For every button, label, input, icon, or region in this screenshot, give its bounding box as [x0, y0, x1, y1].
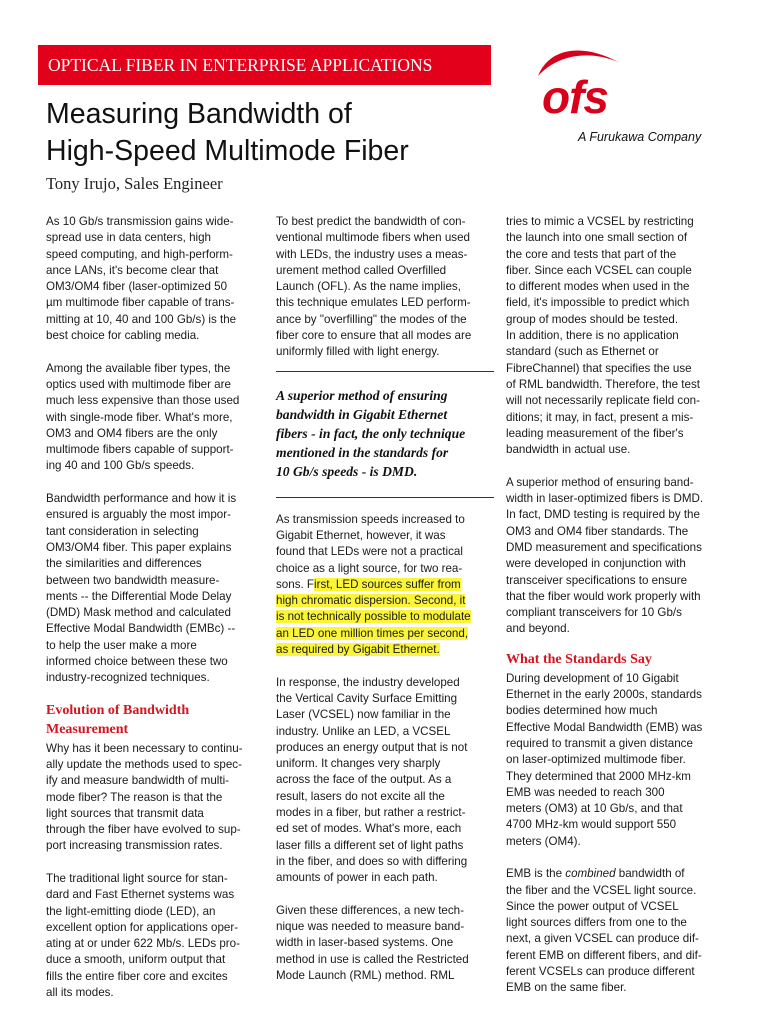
text-line: OM3 and OM4 fiber standards. The — [506, 524, 689, 538]
text-column-2 — [276, 214, 494, 1001]
ofs-logo — [530, 48, 730, 148]
text-line: with single-mode fiber. What's more, — [46, 410, 233, 424]
text-line: light sources differs from one to the — [506, 916, 687, 930]
text-line: next, a given VCSEL can produce dif- — [506, 932, 699, 946]
pullquote-top-rule — [276, 371, 494, 372]
text-line: Launch (OFL). As the name implies, — [276, 280, 461, 294]
text-line: multimode fibers capable of support- — [46, 443, 234, 457]
text-line: The traditional light source for stan- — [46, 871, 228, 885]
text-line: ance LANs, it's become clear that — [46, 263, 219, 277]
pull-quote-line: 10 Gb/s speeds - is DMD. — [276, 463, 418, 479]
text-line: speed computing, and high-perform- — [46, 247, 233, 261]
text-line: Effective Modal Bandwidth (EMBc) -- — [46, 622, 236, 636]
title-line: High-Speed Multimode Fiber — [46, 135, 409, 167]
text-run: bandwidth of — [615, 867, 685, 881]
text-line: tant consideration in selecting — [46, 524, 199, 538]
text-line: across the face of the output. As a — [276, 773, 452, 787]
text-line: and beyond. — [506, 622, 570, 636]
heading-line: Evolution of Bandwidth — [46, 702, 190, 718]
text-line: the fiber and the VCSEL light source. — [506, 883, 697, 897]
text-line: Laser (VCSEL) now familiar in the — [276, 708, 451, 722]
text-line: In response, the industry developed — [276, 675, 460, 689]
paragraph — [46, 491, 264, 687]
text-line: meters (OM3) at 10 Gb/s, and that — [506, 802, 683, 816]
text-line: In addition, there is no application — [506, 329, 679, 343]
text-line: all its modes. — [46, 986, 114, 1000]
text-line: As transmission speeds increased to — [276, 512, 465, 526]
text-line: result, lasers do not excite all the — [276, 789, 445, 803]
text-line: the Vertical Cavity Surface Emitting — [276, 691, 458, 705]
text-line: EMB was needed to reach 300 — [506, 785, 665, 799]
text-run: EMB is the — [506, 867, 566, 881]
text-line: this technique emulates LED perform- — [276, 296, 471, 310]
text-line: ventional multimode fibers when used — [276, 231, 470, 245]
pullquote-bottom-rule — [276, 497, 494, 498]
text-line: ance by "overfilling" the modes of the — [276, 312, 467, 326]
text-line: industry-recognized techniques. — [46, 671, 210, 685]
text-line — [276, 626, 494, 642]
text-line: width in laser-based systems. One — [276, 936, 454, 950]
text-line: tries to mimic a VCSEL by restricting — [506, 215, 694, 228]
text-line: of RML bandwidth. Therefore, the test — [506, 377, 700, 391]
text-line: to help the user make a more — [46, 638, 197, 652]
text-line: Effective Modal Bandwidth (EMB) was — [506, 720, 703, 734]
text-line: dard and Fast Ethernet systems was — [46, 888, 235, 902]
text-line: informed choice between these two — [46, 655, 228, 669]
text-line: To best predict the bandwidth of con- — [276, 215, 466, 228]
text-line: Since the power output of VCSEL — [506, 899, 679, 913]
text-line: choice as a light source, for two rea- — [276, 561, 463, 575]
text-line: the launch into one small section of — [506, 231, 688, 245]
text-line: method in use is called the Restricted — [276, 952, 469, 966]
text-line: ating at or under 622 Mb/s. LEDs pro- — [46, 937, 240, 951]
paragraph — [506, 866, 728, 996]
highlighted-text: as required by Gigabit Ethernet. — [276, 643, 440, 657]
heading-line: What the Standards Say — [506, 651, 652, 667]
text-line: bodies determined how much — [506, 704, 658, 718]
text-line: width in laser-optimized fibers is DMD. — [506, 492, 704, 506]
text-line: fills the entire fiber core and excites — [46, 969, 228, 983]
paragraph — [276, 675, 494, 887]
text-line: standard (such as Ethernet or — [506, 345, 659, 359]
text-line: ditions; it may, in fact, present a mis- — [506, 410, 694, 424]
text-line: As 10 Gb/s transmission gains wide- — [46, 215, 234, 228]
text-line: 4700 MHz-km would support 550 — [506, 818, 677, 832]
pull-quote-line: fibers - in fact, the only technique — [276, 425, 466, 441]
paragraph — [46, 741, 264, 855]
text-column-1 — [46, 214, 264, 1018]
highlighted-text: irst, LED sources suffer from — [314, 577, 461, 591]
text-line: group of modes should be tested. — [506, 312, 679, 326]
highlighted-text: high chromatic dispersion. Second, it — [276, 594, 466, 608]
paragraph — [46, 214, 264, 344]
text-line: mitting at 10, 40 and 100 Gb/s) is the — [46, 312, 237, 326]
text-line: ally update the methods used to spec- — [46, 757, 242, 771]
text-line: uniformly filled with light energy. — [276, 345, 440, 359]
text-line: the light-emitting diode (LED), an — [46, 904, 216, 918]
text-line — [276, 593, 494, 609]
text-line: ferent VCSELs can produce different — [506, 965, 695, 979]
text-line: in the fiber, and does so with differing — [276, 854, 468, 868]
highlighted-text: an LED one million times per second, — [276, 626, 469, 640]
text-line: ferent EMB on different fibers, and dif- — [506, 948, 702, 962]
text-line: excellent option for applications oper- — [46, 920, 239, 934]
text-line: uniform. It changes very sharply — [276, 757, 441, 771]
text-line: OM3/OM4 fiber. This paper explains — [46, 540, 232, 554]
pull-quote-line: A superior method of ensuring — [276, 387, 448, 403]
text-line — [276, 577, 494, 593]
text-line: ments -- the Differential Mode Delay — [46, 589, 232, 603]
text-line: urement method called Overfilled — [276, 263, 447, 277]
pull-quote — [276, 386, 494, 481]
text-line: ed set of modes. What's more, each — [276, 822, 462, 836]
logo-tagline: A Furukawa Company — [578, 130, 702, 144]
pull-quote-line: bandwidth in Gigabit Ethernet — [276, 406, 448, 422]
text-line: compliant transceivers for 10 Gb/s — [506, 606, 682, 620]
text-line: Bandwidth performance and how it is — [46, 492, 237, 506]
text-line: optics used with multimode fiber are — [46, 377, 231, 391]
text-line: Among the available fiber types, the — [46, 361, 231, 375]
text-line: Why has it been necessary to continu- — [46, 741, 243, 755]
text-line — [276, 642, 494, 658]
title-line: Measuring Bandwidth of — [46, 98, 352, 130]
text-line: duce a smooth, uniform output that — [46, 953, 226, 967]
text-line: that the fiber would work properly with — [506, 589, 701, 603]
paragraph — [46, 361, 264, 475]
text-line: Ethernet in the early 2000s, standards — [506, 688, 702, 702]
text-line: port increasing transmission rates. — [46, 839, 223, 853]
section-banner: OPTICAL FIBER IN ENTERPRISE APPLICATIONS — [38, 45, 491, 85]
text-line: through the fiber have evolved to sup- — [46, 823, 241, 837]
text-line: leading measurement of the fiber's — [506, 426, 684, 440]
text-line: amounts of power in each path. — [276, 871, 438, 885]
text-line: will not necessarily replicate field con- — [506, 394, 700, 408]
author-byline: Tony Irujo, Sales Engineer — [46, 174, 223, 193]
text-column-3 — [506, 214, 728, 1013]
text-run: sons. F — [276, 577, 315, 591]
heading-line: Measurement — [46, 721, 129, 737]
text-line: light sources that transmit data — [46, 806, 204, 820]
text-line: ify and measure bandwidth of multi- — [46, 774, 230, 788]
text-line: (DMD) Mask method and calculated — [46, 606, 231, 620]
paragraph — [276, 903, 494, 984]
text-line: OM3/OM4 fiber (laser-optimized 50 — [46, 280, 228, 294]
page-title — [46, 96, 506, 170]
text-line: the similarities and differences — [46, 557, 202, 571]
paragraph — [506, 671, 728, 850]
text-line: fiber core to ensure that all modes are — [276, 329, 472, 343]
paragraph — [276, 512, 494, 659]
text-line: field, it's impossible to predict which — [506, 296, 690, 310]
text-line: required to transmit a given distance — [506, 736, 693, 750]
text-line: produces an energy output that is not — [276, 740, 468, 754]
text-line: FibreChannel) that specifies the use — [506, 361, 692, 375]
text-line: on laser-optimized multimode fiber. — [506, 753, 686, 767]
emphasis-text: combined — [565, 867, 616, 881]
text-line: Gigabit Ethernet, however, it was — [276, 528, 446, 542]
text-line: to different modes when used in the — [506, 280, 690, 294]
text-line: modes in a fiber, but rather a restrict- — [276, 806, 466, 820]
text-line: In fact, DMD testing is required by the — [506, 508, 700, 522]
paragraph — [506, 214, 728, 458]
text-line: ensured is arguably the most impor- — [46, 508, 231, 522]
paragraph — [506, 475, 728, 638]
paragraph — [276, 214, 494, 361]
text-line: DMD measurement and specifications — [506, 540, 702, 554]
text-line: between two bandwidth measure- — [46, 573, 220, 587]
text-line: Mode Launch (RML) method. RML — [276, 968, 455, 982]
text-line: were developed in conjunction with — [506, 557, 686, 571]
highlighted-text: is not technically possible to modulate — [276, 610, 471, 624]
pull-quote-line: mentioned in the standards for — [276, 444, 449, 460]
text-line: mode fiber? The reason is that the — [46, 790, 223, 804]
text-line: best choice for cabling media. — [46, 329, 200, 343]
section-heading — [46, 701, 264, 739]
text-line: fiber. Since each VCSEL can couple — [506, 263, 692, 277]
text-line: transceiver specifications to ensure — [506, 573, 688, 587]
section-heading — [506, 650, 728, 669]
text-line: much less expensive than those used — [46, 394, 240, 408]
text-line: Given these differences, a new tech- — [276, 903, 464, 917]
paragraph — [46, 871, 264, 1001]
text-line: laser fills a different set of light paths — [276, 838, 464, 852]
text-line: A superior method of ensuring band- — [506, 475, 694, 489]
text-line: industry. Unlike an LED, a VCSEL — [276, 724, 451, 738]
text-line: found that LEDs were not a practical — [276, 545, 463, 559]
text-line: with LEDs, the industry uses a meas- — [276, 247, 468, 261]
text-line: They determined that 2000 MHz-km — [506, 769, 691, 783]
text-line: EMB on the same fiber. — [506, 981, 627, 995]
text-line: bandwidth in actual use. — [506, 443, 631, 457]
text-line — [506, 866, 728, 882]
text-line: OM3 and OM4 fibers are the only — [46, 426, 218, 440]
text-line: spread use in data centers, high — [46, 231, 211, 245]
text-line — [276, 609, 494, 625]
text-line: nique was needed to measure band- — [276, 920, 465, 934]
text-line: µm multimode fiber capable of trans- — [46, 296, 235, 310]
text-line: ing 40 and 100 Gb/s speeds. — [46, 459, 195, 473]
text-line: meters (OM4). — [506, 834, 581, 848]
text-line: the core and tests that part of the — [506, 247, 677, 261]
text-line: During development of 10 Gigabit — [506, 671, 679, 685]
logo-wordmark: ofs — [542, 71, 608, 123]
